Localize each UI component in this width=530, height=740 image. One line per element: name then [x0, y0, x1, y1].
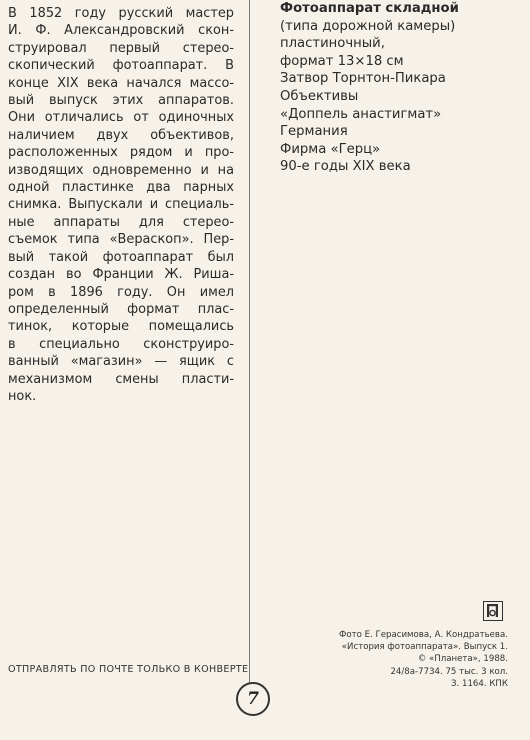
article-line: определенный формат плас- — [8, 301, 234, 317]
credits-line: З. 1164. КПК — [451, 678, 508, 689]
caption-line: Объективы — [280, 88, 359, 104]
caption-line: Затвор Торнтон-Пикара — [280, 71, 446, 87]
article-line: вый выпуск этих аппаратов. — [8, 93, 234, 109]
caption-title: Фотоаппарат складной — [280, 1, 459, 16]
caption-line: формат 13×18 см — [280, 53, 404, 69]
article-line: И. Ф. Александровский скон- — [8, 23, 234, 39]
mailing-note: ОТПРАВЛЯТЬ ПО ПОЧТЕ ТОЛЬКО В КОНВЕРТЕ — [8, 664, 249, 675]
camera-caption — [280, 0, 520, 176]
article-line: механизмом смены пласти- — [8, 371, 234, 387]
article-line: съемок типа «Вераскоп». Пер- — [8, 232, 234, 248]
page-number-badge: 7 — [236, 682, 270, 716]
publication-credits — [339, 629, 508, 690]
article-text — [8, 5, 234, 405]
article-line: в специально сконструиро- — [8, 336, 234, 352]
article-line: ные аппараты для стерео- — [8, 214, 234, 230]
article-line: В 1852 году русский мастер — [8, 6, 234, 21]
caption-line: «Доппель анастигмат» — [280, 106, 442, 122]
caption-line: пластиночный, — [280, 36, 385, 52]
article-line: снимка. Выпускали и специаль- — [8, 197, 234, 213]
credits-line: © «Планета», 1988. — [417, 654, 508, 665]
caption-line: 90-е годы XIX века — [280, 159, 411, 175]
article-line: ром в 1896 году. Он имел — [8, 284, 234, 300]
article-line: Они отличались от одиночных — [8, 110, 234, 126]
credits-line: Фото Е. Герасимова, А. Кондратьева. — [338, 630, 508, 640]
article-line: наличием двух объективов, — [8, 127, 234, 143]
column-divider — [249, 0, 250, 684]
article-line: скопический фотоаппарат. В — [8, 58, 234, 74]
article-line: конце XIX века начался массо- — [8, 75, 234, 91]
article-line: расположенных рядом и про- — [8, 145, 234, 161]
caption-line: Фирма «Герц» — [280, 141, 381, 157]
article-line: вый такой фотоаппарат был — [8, 249, 234, 265]
credits-line: «История фотоаппарата». Выпуск 1. — [341, 642, 508, 653]
article-line: изводящих одновременно и на — [8, 162, 234, 178]
article-line: тинок, которые помещались — [8, 319, 234, 335]
article-line: создан во Франции Ж. Ришa- — [8, 267, 234, 283]
caption-line: (типа дорожной камеры) — [280, 18, 456, 34]
caption-line: Германия — [280, 124, 348, 140]
publisher-logo-icon — [483, 601, 503, 621]
article-line: струировал первый стерео- — [8, 40, 234, 56]
credits-line: 24/8а-7734. 75 тыс. 3 кол. — [390, 666, 508, 677]
article-line: ванный «магазин» — ящик с — [8, 354, 234, 370]
article-line: нок. — [8, 388, 37, 404]
article-line: одной пластинке два парных — [8, 180, 234, 196]
